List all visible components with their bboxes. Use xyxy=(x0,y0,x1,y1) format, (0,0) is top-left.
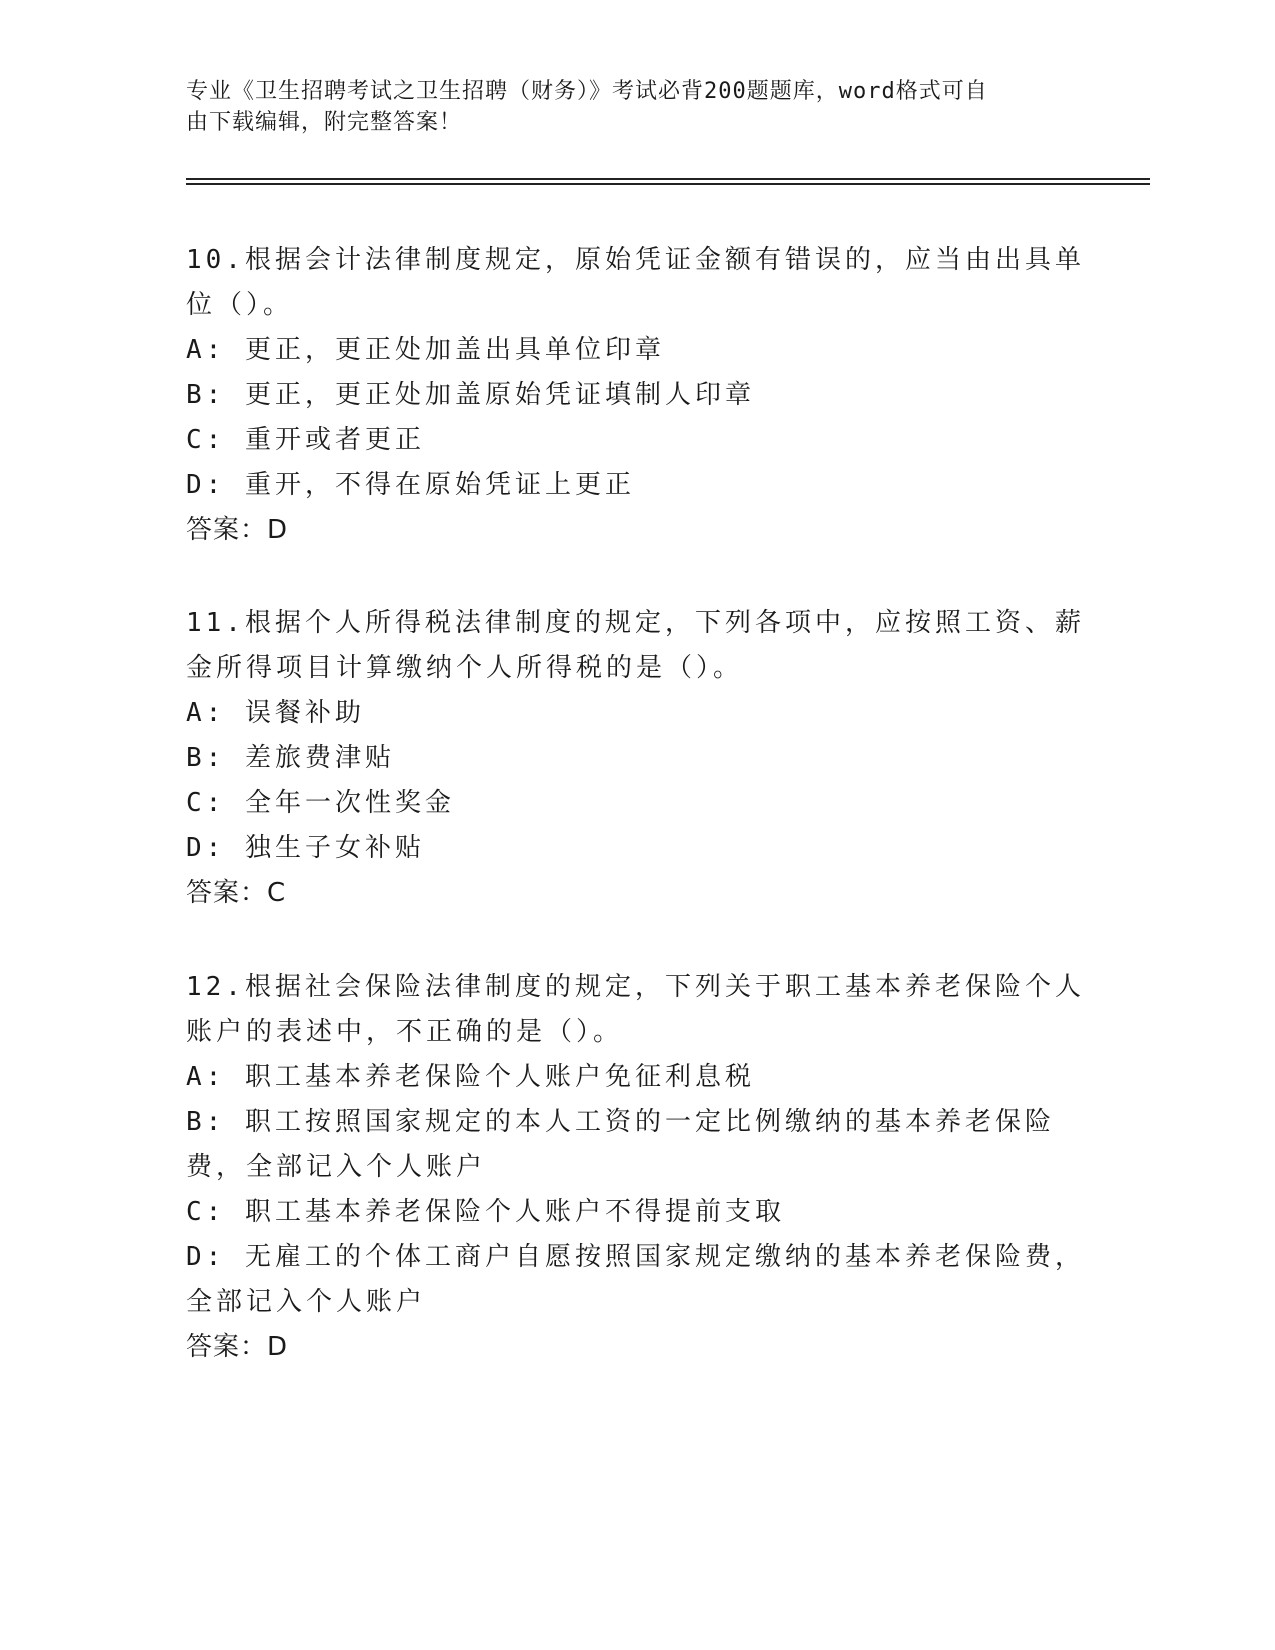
option-c: C: 全年一次性奖金 xyxy=(186,788,455,818)
document-header xyxy=(186,76,1066,138)
option-b: B: 差旅费津贴 xyxy=(186,743,395,773)
option-c: C: 重开或者更正 xyxy=(186,425,425,455)
option-a: A: 更正，更正处加盖出具单位印章 xyxy=(186,335,665,365)
question-11 xyxy=(186,601,1086,916)
question-10 xyxy=(186,238,1086,553)
question-stem: 12.根据社会保险法律制度的规定，下列关于职工基本养老保险个人账户的表述中，不正确的是（）。 xyxy=(186,972,1085,1047)
answer-line: 答案：D xyxy=(186,515,289,545)
header-divider-top xyxy=(186,178,1150,180)
answer-line: 答案：C xyxy=(186,878,287,908)
question-stem: 11.根据个人所得税法律制度的规定，下列各项中，应按照工资、薪金所得项目计算缴纳个人所得税的是（）。 xyxy=(186,608,1085,683)
option-d: D: 无雇工的个体工商户自愿按照国家规定缴纳的基本养老保险费，全部记入个人账户 xyxy=(186,1242,1085,1317)
question-stem: 10.根据会计法律制度规定，原始凭证金额有错误的，应当由出具单位（）。 xyxy=(186,245,1085,320)
header-line-2: 由下载编辑，附完整答案！ xyxy=(186,110,463,135)
option-d: D: 重开，不得在原始凭证上更正 xyxy=(186,470,635,500)
question-12 xyxy=(186,965,1086,1370)
header-line-1: 专业《卫生招聘考试之卫生招聘（财务）》考试必背200题题库，word格式可自 xyxy=(186,79,988,104)
option-b: B: 更正，更正处加盖原始凭证填制人印章 xyxy=(186,380,755,410)
option-b: B: 职工按照国家规定的本人工资的一定比例缴纳的基本养老保险费，全部记入个人账户 xyxy=(186,1107,1055,1182)
option-c: C: 职工基本养老保险个人账户不得提前支取 xyxy=(186,1197,785,1227)
option-a: A: 职工基本养老保险个人账户免征利息税 xyxy=(186,1062,755,1092)
header-divider-bottom xyxy=(186,183,1150,185)
answer-line: 答案：D xyxy=(186,1332,289,1362)
option-d: D: 独生子女补贴 xyxy=(186,833,425,863)
option-a: A: 误餐补助 xyxy=(186,698,365,728)
